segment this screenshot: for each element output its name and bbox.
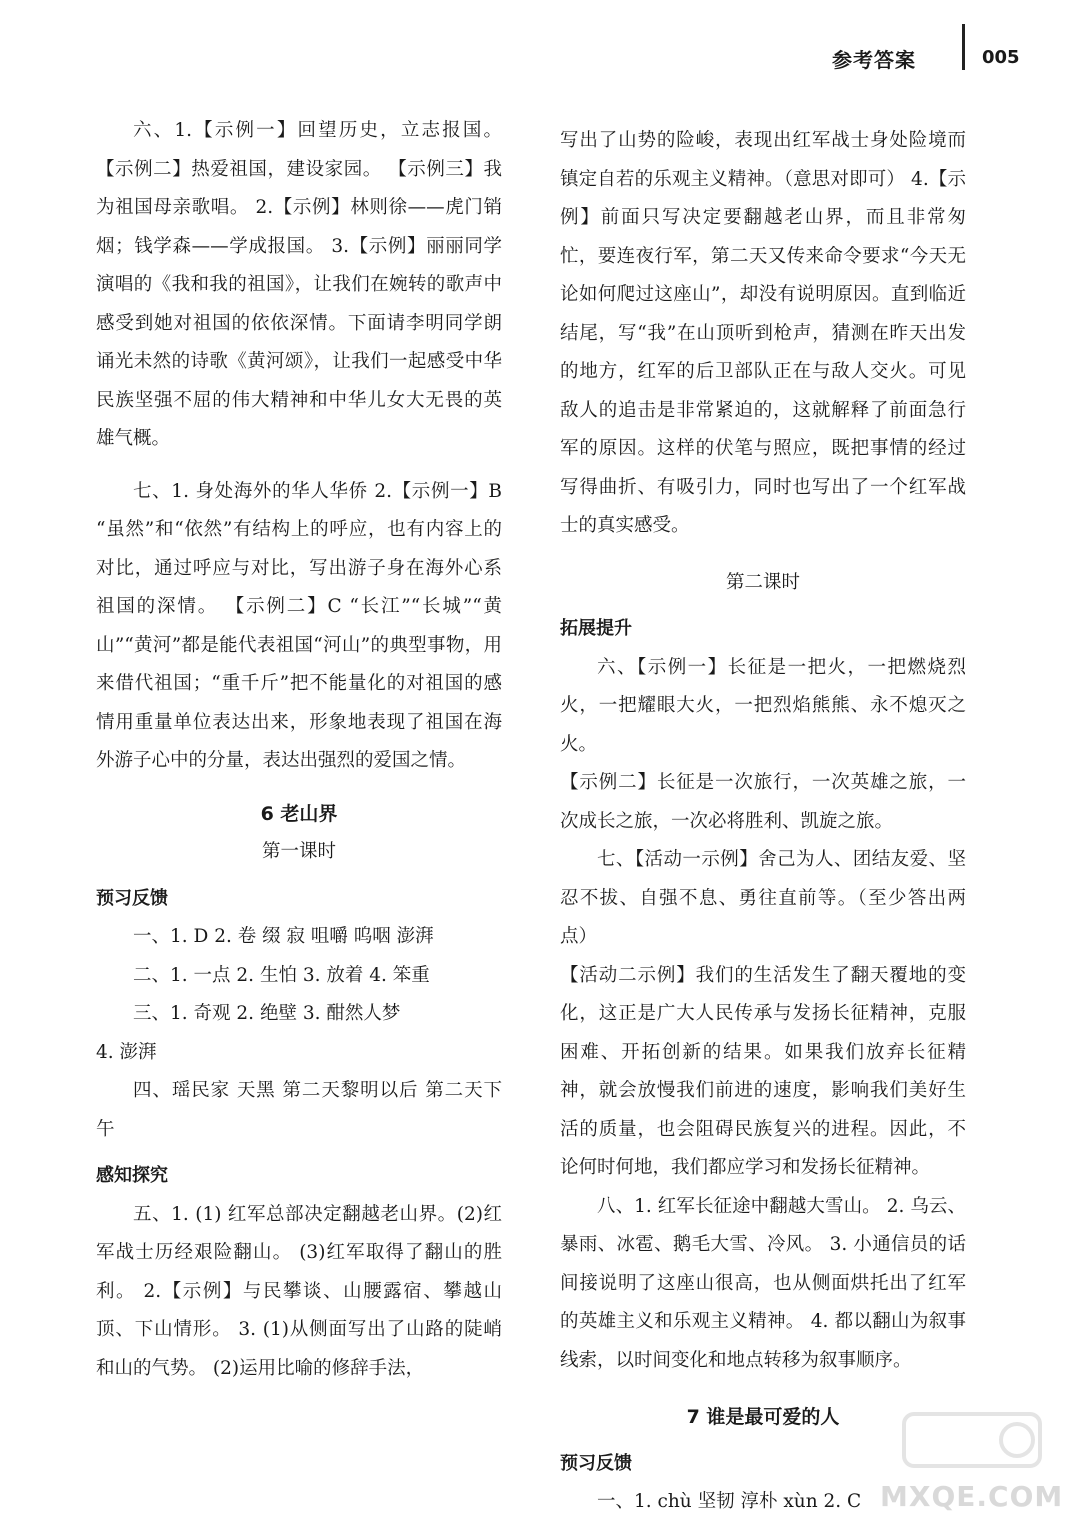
answer-q9: 一、1. chù 坚韧 淳朴 xùn 2. C — [597, 1491, 862, 1512]
answer-q5: 五、1. (1) 红军总部决定翻越老山界。(2)红军战士历经艰险翻山。 (3)红军取得了翻山的胜利。 2.【示例】与民攀谈、山腰露宿、攀越山顶、下山情形。 3. (1)从侧面写出了山路的陡峭和山的气势。 (2)运用比喻的修辞手法， — [96, 1203, 502, 1379]
lesson-6-title: 6 老山界 — [260, 802, 338, 825]
subhead-preview-2: 预习反馈 — [560, 1452, 632, 1474]
lesson-7-title: 7 谁是最可爱的人 — [686, 1406, 840, 1428]
subhead-preview: 预习反馈 — [96, 887, 168, 909]
answer-q5-cont: 写出了山势的险峻，表现出红军战士身处险境而镇定自若的乐观主义精神。（意思对即可） 4.【示例】前面只写决定要翻越老山界，而且非常匆忙，要连夜行军，第二天又传来命令要求“今天无论如何爬过这座山”，却没有说明原因。直到临近结尾，写“我”在山顶听到枪声，猜测在昨天出发的地方，红军的后卫部队正在与敌人交火。可见敌人的追击是非常紧迫的，这就解释了前面急行军的原因。这样的伏笔与照应，既把事情的经过写得曲折、有吸引力，同时也写出了一个红军战士的真实感受。 — [560, 130, 966, 536]
header-title: 参考答案 — [832, 48, 916, 72]
answer-q1: 一、1. D 2. 卷 缀 寂 咀嚼 呜咽 澎湃 — [133, 926, 434, 947]
answer-q2: 二、1. 一点 2. 生怕 3. 放着 4. 笨重 — [133, 964, 430, 986]
lesson-6-period: 第一课时 — [261, 841, 336, 862]
watermark-text: MXQE.COM — [880, 1480, 1064, 1513]
answer-part-6: 六、1.【示例一】回望历史，立志报国。 【示例二】热爱祖国，建设家园。 【示例三】我为祖国母亲歌唱。 2.【示例】林则徐——虎门销烟；钱学森——学成报国。 3.【示例】丽丽同学演唱的《我和我的祖国》，让我们在婉转的歌声中感受到她对祖国的依依深情。下面请李明同学朗诵光未然的诗歌《黄河颂》，让我们一起感受中华民族坚强不屈的伟大精神和中华儿女大无畏的英雄气概。 — [96, 120, 502, 449]
answer-q4: 四、瑶民家 天黑 第二天黎明以后 第二天下午 — [96, 1080, 502, 1140]
right-column — [560, 122, 966, 1522]
page-number: 005 — [982, 47, 1020, 68]
answer-q6: 六、【示例一】长征是一把火，一把燃烧烈火，一把耀眼大火，一把烈焰熊熊、永不熄灭之火。 — [560, 656, 966, 755]
answer-q7: 七、【活动一示例】舍己为人、团结友爱、坚忍不拔、自强不息、勇往直前等。（至少答出两点） — [560, 849, 966, 947]
answer-q3-cont: 4. 澎湃 — [96, 1041, 157, 1063]
watermark — [880, 1458, 1064, 1528]
subhead-extend: 拓展提升 — [560, 618, 632, 639]
answer-q3: 三、1. 奇观 2. 绝壁 3. 酣然人梦 — [133, 1003, 401, 1024]
subhead-perceive: 感知探究 — [96, 1165, 168, 1186]
lesson-6-period-2: 第二课时 — [725, 571, 800, 593]
answer-q7-b: 【活动二示例】我们的生活发生了翻天覆地的变化，这正是广大人民传承与发扬长征精神，克服困难、开拓创新的结果。如果我们放弃长征精神，就会放慢我们前进的速度，影响我们美好生活的质量，也会阻碍民族复兴的进程。因此，不论何时何地，我们都应学习和发扬长征精神。 — [560, 964, 966, 1178]
answer-q6-b: 【示例二】长征是一次旅行，一次英雄之旅，一次成长之旅，一次必将胜利、凯旋之旅。 — [560, 772, 966, 832]
answer-part-7: 七、1. 身处海外的华人华侨 2.【示例一】B “虽然”和“依然”有结构上的呼应，也有内容上的对比，通过呼应与对比，写出游子身在海外心系祖国的深情。 【示例二】C “长江”“长城”“黄山”“黄河”都是能代表祖国“河山”的典型事物，用来借代祖国；“重千斤”把不能量化的对祖国的感情用重量单位表达出来，形象地表现了祖国在海外游子心中的分量，表达出强烈的爱国之情。 — [96, 480, 502, 771]
answer-q8: 八、1. 红军长征途中翻越大雪山。 2. 乌云、暴雨、冰雹、鹅毛大雪、冷风。 3. 小通信员的话间接说明了这座山很高，也从侧面烘托出了红军的英雄主义和乐观主义精神。 4. 都以翻山为叙事线索，以时间变化和地点转移为叙事顺序。 — [560, 1195, 966, 1371]
left-column — [96, 112, 502, 1388]
header-divider — [962, 24, 965, 70]
